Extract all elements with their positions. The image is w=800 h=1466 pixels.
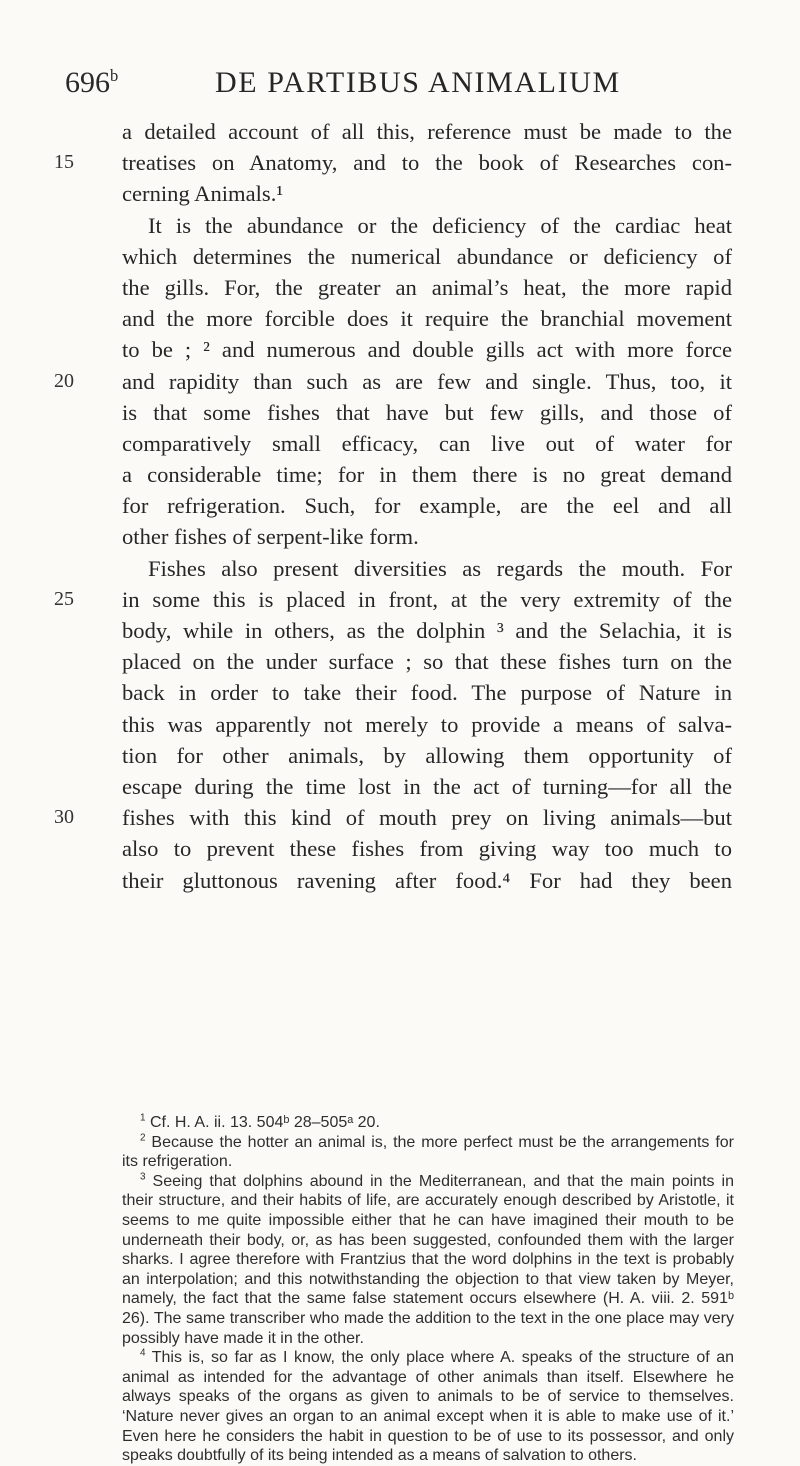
- line-number: 20: [54, 369, 74, 392]
- footnote-mark: 2: [140, 1132, 146, 1144]
- footnote-mark: 4: [140, 1347, 146, 1359]
- text-line: escape during the time lost in the act of turning—for all the: [122, 773, 732, 799]
- text-line: back in order to take their food. The purpose of Nature in: [122, 680, 732, 706]
- text-line: for refrigeration. Such, for example, are the eel and all: [122, 493, 732, 519]
- main-text: [54, 116, 732, 896]
- text-line: which determines the numerical abundance or deficiency of: [122, 243, 732, 269]
- footnote: $^3$ Seeing that dolphins abound in the Mediterranean, and that the main points in their structure, and their habits of life, are accurately enough described by Aristotle, it seems to me quite impossible either that he can have imagined their mouth to be underneath their body, or, as has been suggested, confounded them with the larger sharks. I agree therefore with Frantzius that the word dolphins in the text is probably an interpolation; and this notwithstanding the objection to that view taken by Meyer, namely, the fact that the same false statement occurs elsewhere (H. A. viii. 2. 591ᵇ 26). The same transcriber who made the addition to the text in the one place may very possibly have made it in the other.: [122, 1171, 735, 1347]
- text-line: 20 and rapidity than such as are few and single. Thus, too, it: [122, 366, 732, 397]
- text-line: placed on the under surface ; so that these fishes turn on the: [122, 649, 732, 675]
- page-header: [65, 60, 740, 100]
- text-line: to be ; ² and numerous and double gills act with more force: [122, 337, 732, 363]
- text-line: this was apparently not merely to provide a means of salva-: [122, 711, 732, 737]
- text-line: and the more forcible does it require the branchial movement: [122, 306, 732, 332]
- text-line: other fishes of serpent-like form.: [122, 524, 419, 550]
- footnotes: [122, 1113, 734, 1466]
- text-line: the gills. For, the greater an animal’s heat, the more rapid: [122, 274, 732, 300]
- text-line: a detailed account of all this, reference must be made to the: [122, 119, 732, 144]
- text-line: 25 in some this is placed in front, at the very extremity of the: [122, 584, 732, 615]
- footnote-mark: 1: [140, 1112, 146, 1124]
- page-number: 696$^b$: [65, 66, 119, 99]
- text-line: cerning Animals.¹: [122, 181, 284, 207]
- text-line: comparatively small efficacy, can live out of water for: [122, 430, 732, 456]
- footnote: $^1$ Cf. H. A. ii. 13. 504ᵇ 28–505ᵃ 20.: [140, 1112, 380, 1131]
- text-line: body, while in others, as the dolphin ³ and the Selachia, it is: [122, 618, 732, 643]
- running-title: DE PARTIBUS ANIMALIUM: [215, 66, 621, 99]
- text-line: their gluttonous ravening after food.⁴ For had they been: [122, 867, 732, 893]
- text-line: 15 treatises on Anatomy, and to the book of Researches con-: [122, 147, 732, 178]
- footnote: $^4$ This is, so far as I know, the only place where A. speaks of the structure of an animal as intended for the advantage of other animals than itself. Elsewhere he always speaks of the organs as given to animals to be of service to themselves. ‘Nature never gives an organ to an animal except when it is able to make use of it.’ Even here he considers the habit in question to be of use to its possessor, and only speaks doubtfully of its being intended as a means of salvation to others.: [122, 1347, 734, 1465]
- line-number: 30: [54, 806, 74, 829]
- text-line: also to prevent these fishes from giving way too much to: [122, 836, 732, 862]
- footnote-mark: 3: [140, 1171, 146, 1183]
- text-line: a considerable time; for in them there is no great demand: [122, 462, 732, 488]
- text-line: is that some fishes that have but few gills, and those of: [122, 399, 732, 425]
- line-number: 25: [54, 587, 74, 610]
- line-number: 15: [54, 151, 74, 174]
- footnote: $^2$ Because the hotter an animal is, the more perfect must be the arrangements for its refrigeration.: [122, 1132, 734, 1171]
- text-line: It is the abundance or the deficiency of the cardiac heat: [148, 212, 732, 238]
- text-line: tion for other animals, by allowing them opportunity of: [122, 742, 732, 768]
- text-line: 30 fishes with this kind of mouth prey on living animals—but: [122, 802, 732, 833]
- text-line: Fishes also present diversities as regards the mouth. For: [148, 555, 732, 581]
